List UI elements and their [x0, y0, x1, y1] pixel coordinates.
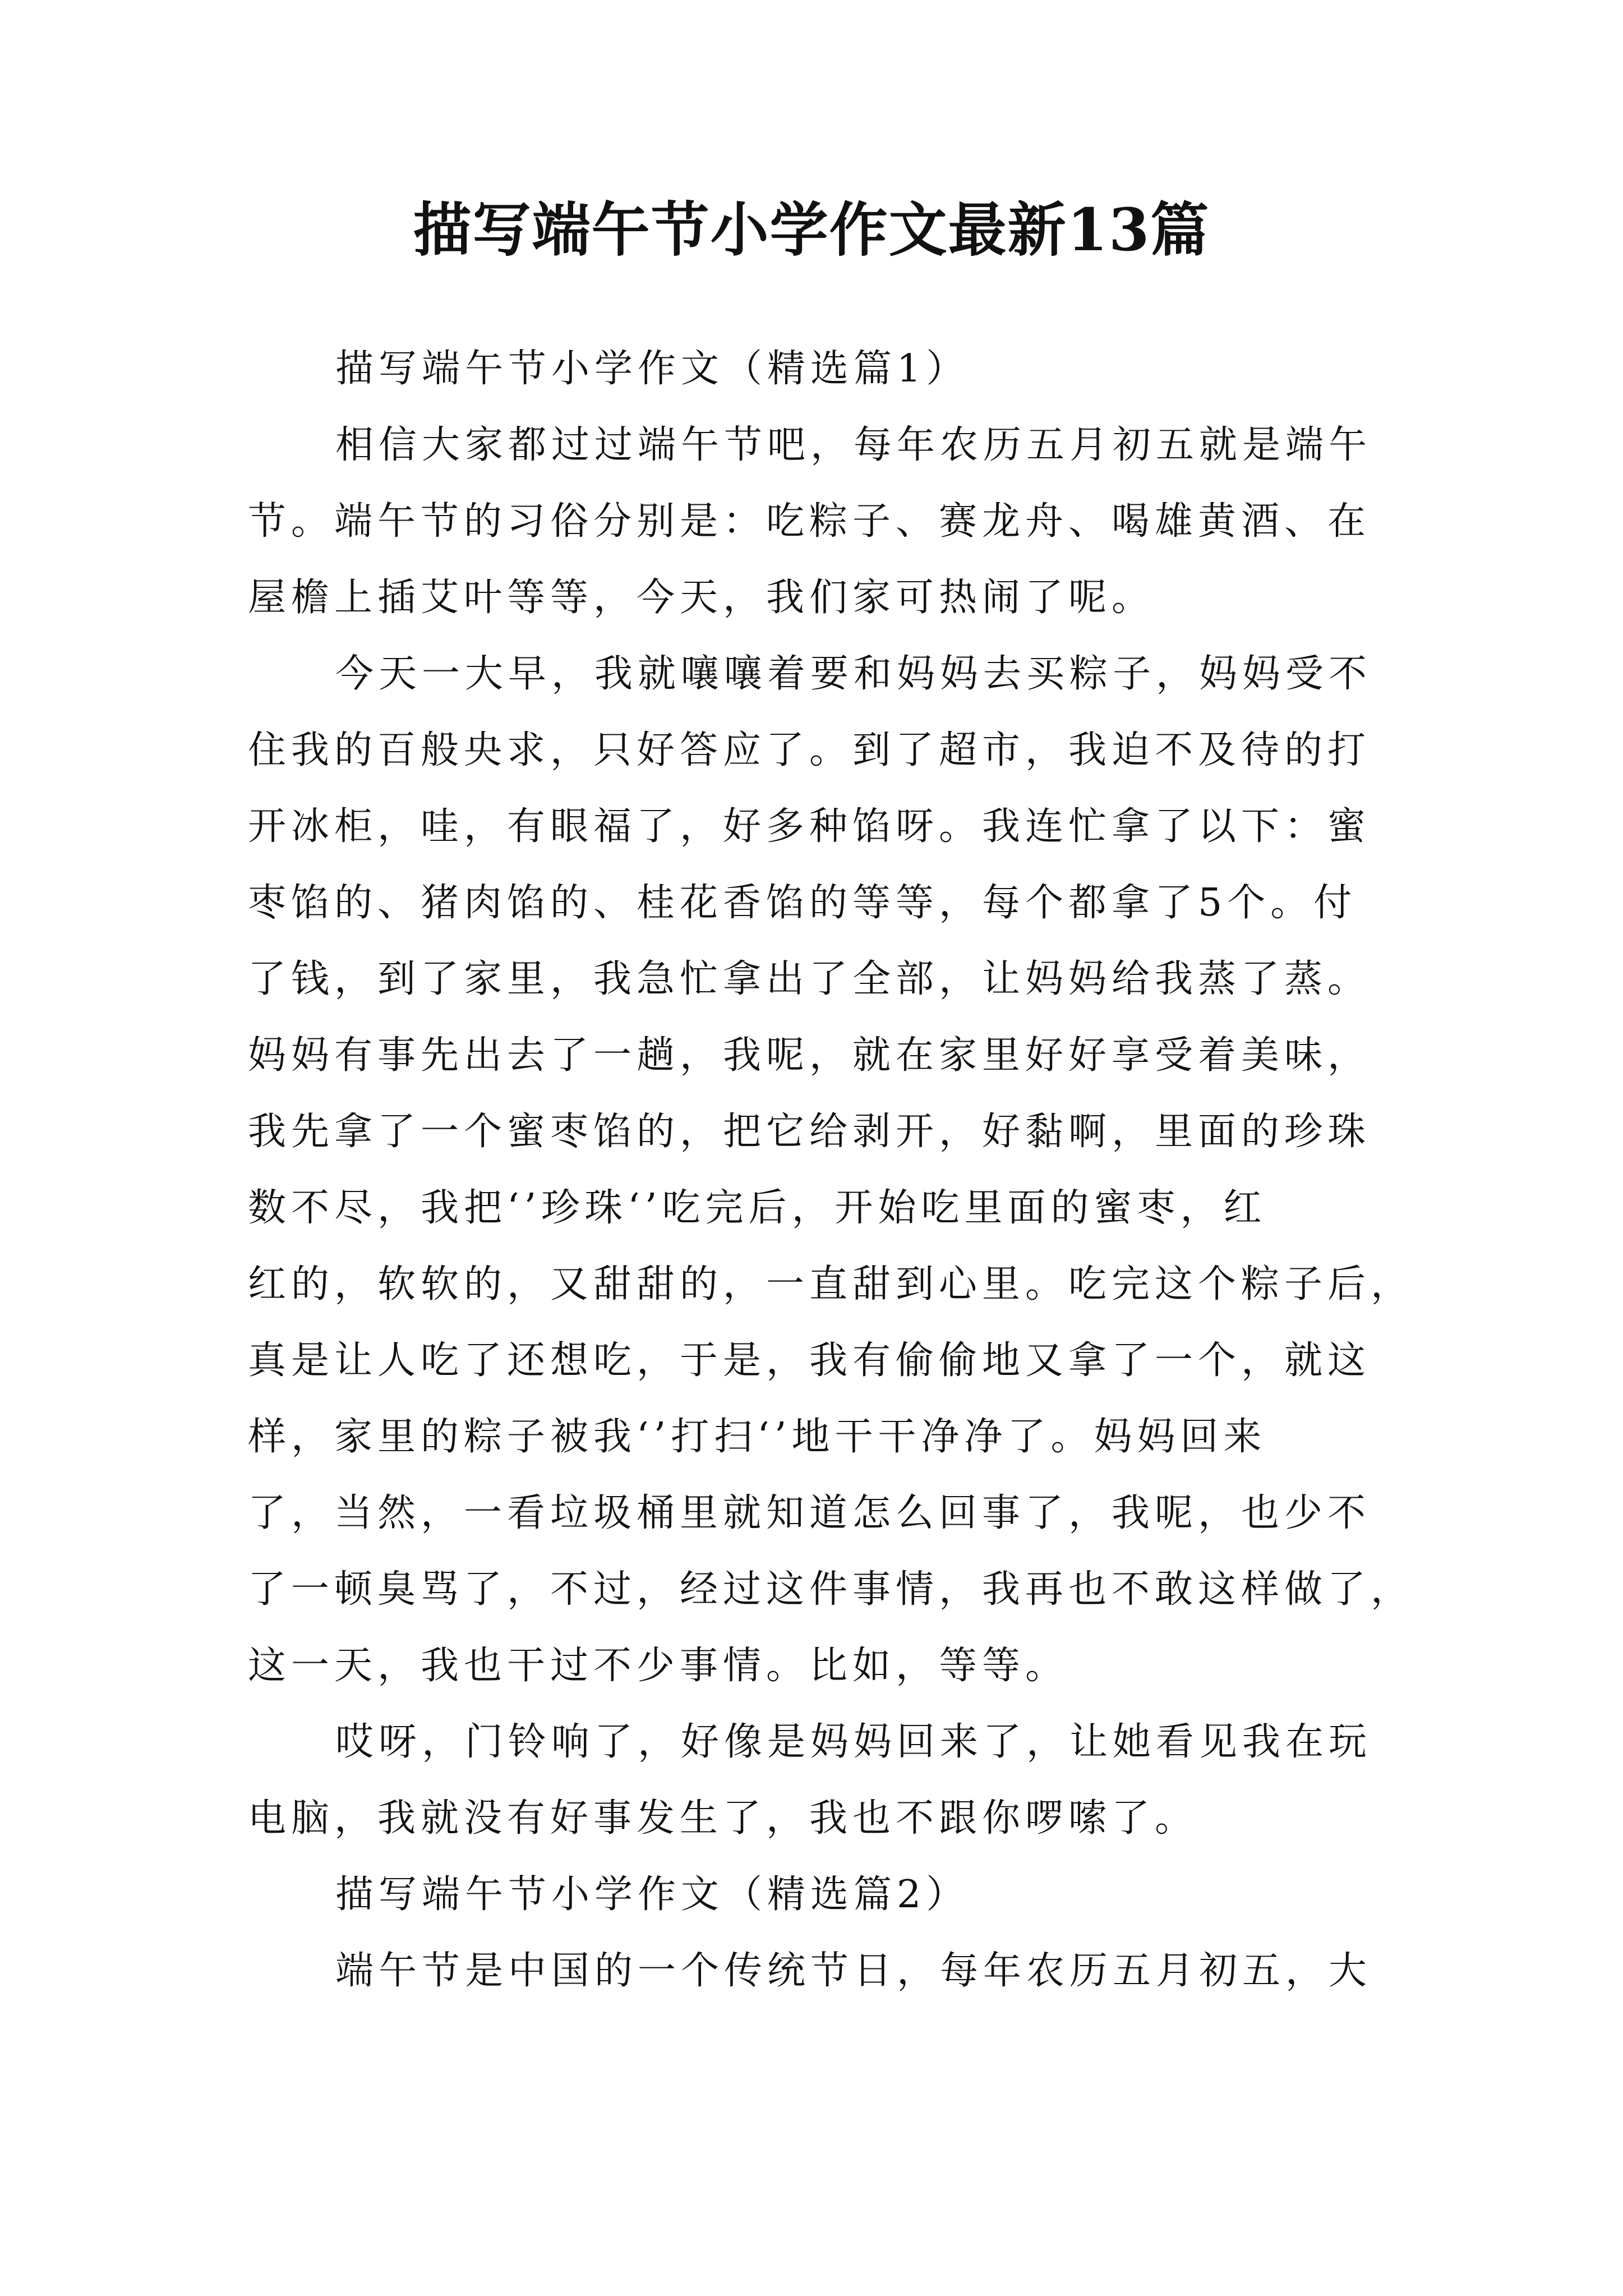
text-line: 描写端午节小学作文（精选篇1）	[335, 347, 970, 391]
text-line: 样，家里的粽子被我‘’打扫‘’地干干净净了。妈妈回来	[248, 1415, 1267, 1459]
text-line: 这一天，我也干过不少事情。比如，等等。	[248, 1644, 1069, 1688]
text-line: 妈妈有事先出去了一趟，我呢，就在家里好好享受着美味，	[248, 1033, 1371, 1078]
text-line: 相信大家都过过端午节吧，每年农历五月初五就是端午	[335, 423, 1372, 467]
text-line: 节。端午节的习俗分别是：吃粽子、赛龙舟、喝雄黄酒、在	[248, 499, 1371, 544]
document-body	[248, 331, 1414, 2009]
text-line: 屋檐上插艾叶等等，今天，我们家可热闹了呢。	[248, 576, 1155, 620]
text-line: 数不尽，我把‘’珍珠‘’吃完后，开始吃里面的蜜枣，红	[248, 1186, 1267, 1230]
text-line: 我先拿了一个蜜枣馅的，把它给剥开，好黏啊，里面的珍珠	[248, 1110, 1371, 1154]
text-line: 了，当然，一看垃圾桶里就知道怎么回事了，我呢，也少不	[248, 1491, 1371, 1535]
text-line: 真是让人吃了还想吃，于是，我有偷偷地又拿了一个，就这	[248, 1338, 1371, 1383]
text-line: 今天一大早，我就嚷嚷着要和妈妈去买粽子，妈妈受不	[335, 652, 1372, 696]
text-line: 电脑，我就没有好事发生了，我也不跟你啰嗦了。	[248, 1796, 1198, 1841]
text-line: 端午节是中国的一个传统节日，每年农历五月初五，大	[335, 1949, 1372, 1993]
text-line: 红的，软软的，又甜甜的，一直甜到心里。吃完这个粽子后，	[248, 1262, 1414, 1306]
text-line: 描写端午节小学作文（精选篇2）	[335, 1872, 970, 1917]
text-line: 枣馅的、猪肉馅的、桂花香馅的等等，每个都拿了5个。付	[248, 881, 1357, 925]
text-line: 住我的百般央求，只好答应了。到了超市，我迫不及待的打	[248, 728, 1371, 772]
document-title: 描写端午节小学作文最新13篇	[413, 195, 1210, 264]
text-line: 开冰柜，哇，有眼福了，好多种馅呀。我连忙拿了以下：蜜	[248, 804, 1371, 849]
text-line: 哎呀，门铃响了，好像是妈妈回来了，让她看见我在玩	[335, 1720, 1372, 1764]
text-line: 了一顿臭骂了，不过，经过这件事情，我再也不敢这样做了，	[248, 1567, 1414, 1612]
text-line: 了钱，到了家里，我急忙拿出了全部，让妈妈给我蒸了蒸。	[248, 957, 1371, 1001]
